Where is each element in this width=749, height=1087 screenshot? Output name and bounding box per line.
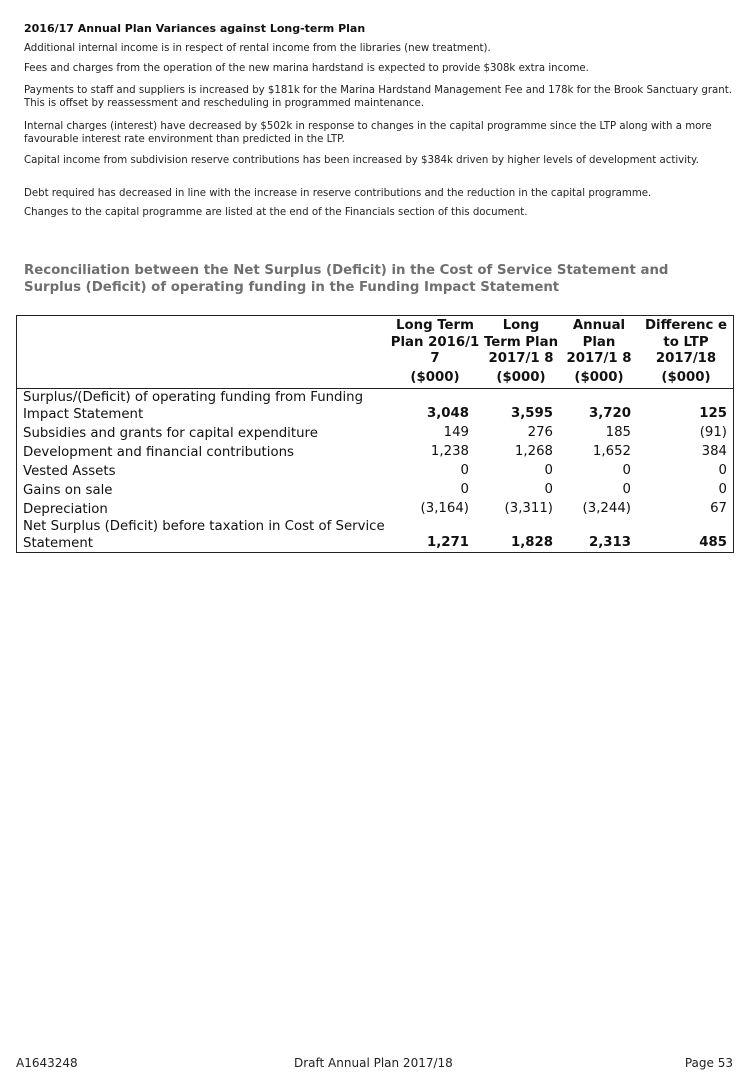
header-label-column (17, 316, 388, 389)
cell-value: 185 (605, 425, 631, 440)
row-label: Gains on sale (23, 483, 113, 498)
cell-value: 1,652 (592, 444, 631, 459)
table-row (17, 518, 734, 553)
table-header-row (17, 316, 734, 389)
cell-value: 0 (544, 463, 553, 478)
table-row (17, 480, 734, 499)
row-label: Development and financial contributions (23, 445, 294, 460)
cell-value: 0 (460, 482, 469, 497)
cell-value: (3,164) (420, 501, 469, 516)
header-ltp-2016-17: Long Term Plan 2016/1 7 ($000) (387, 316, 483, 389)
table-row (17, 499, 734, 518)
variance-paragraph: Internal charges (interest) have decreased by $502k in response to changes in the capital programme since the LTP along with a more favourable interest rate environment than predicted in the LTP. (24, 121, 712, 145)
variance-paragraph: Debt required has decreased in line with the increase in reserve contributions and the reduction in the capital programme. (24, 188, 652, 199)
cell-value: 125 (699, 406, 727, 421)
cell-value: 0 (622, 482, 631, 497)
cell-value: 0 (718, 463, 727, 478)
table-row (17, 423, 734, 442)
row-label: Surplus/(Deficit) of operating funding from Funding Impact Statement (23, 390, 364, 422)
cell-value: 1,238 (430, 444, 469, 459)
cell-value: 384 (701, 444, 727, 459)
table-row (17, 389, 734, 424)
variance-paragraph: Payments to staff and suppliers is increased by $181k for the Marina Hardstand Management Fee and 178k for the Brook Sanctuary grant. This is offset by reassessment and rescheduling in programmed maintenance. (24, 85, 732, 109)
table-row (17, 461, 734, 480)
cell-value: 0 (544, 482, 553, 497)
cell-value: (91) (699, 425, 727, 440)
cell-value: 485 (699, 535, 727, 550)
cell-value: 67 (710, 501, 727, 516)
variance-paragraph: Fees and charges from the operation of the new marina hardstand is expected to provide $308k extra income. (24, 63, 589, 74)
reconciliation-title: Reconciliation between the Net Surplus (Deficit) in the Cost of Service Statement and Surplus (Deficit) of operating funding in the Funding Impact Statement (24, 263, 669, 295)
cell-value: (3,244) (582, 501, 631, 516)
cell-value: (3,311) (504, 501, 553, 516)
cell-value: 3,595 (510, 406, 553, 421)
row-label: Vested Assets (23, 464, 116, 479)
cell-value: 3,720 (588, 406, 631, 421)
variance-paragraph: Additional internal income is in respect of rental income from the libraries (new treatment). (24, 43, 491, 54)
header-ltp-2017-18: Long Term Plan 2017/1 8 ($000) (483, 316, 559, 389)
footer-doc-title: Draft Annual Plan 2017/18 (294, 1056, 453, 1070)
footer-page-number: Page 53 (684, 1056, 733, 1070)
footer-doc-id: A1643248 (16, 1056, 78, 1070)
header-annual-plan-2017-18: Annual Plan 2017/1 8 ($000) (559, 316, 639, 389)
cell-value: 0 (622, 463, 631, 478)
cell-value: 276 (527, 425, 553, 440)
variance-paragraph: Capital income from subdivision reserve contributions has been increased by $384k driven by higher levels of development activity. (24, 155, 699, 166)
cell-value: 1,828 (510, 535, 553, 550)
cell-value: 0 (460, 463, 469, 478)
row-label: Net Surplus (Deficit) before taxation in Cost of Service Statement (23, 519, 385, 551)
variances-heading: 2016/17 Annual Plan Variances against Long-term Plan (24, 22, 366, 35)
cell-value: 149 (443, 425, 469, 440)
variance-paragraph: Changes to the capital programme are listed at the end of the Financials section of this document. (24, 207, 528, 218)
table-row (17, 442, 734, 461)
reconciliation-table (16, 315, 734, 553)
header-difference-to-ltp: Differenc e to LTP 2017/18 ($000) (639, 316, 734, 389)
row-label: Subsidies and grants for capital expenditure (23, 426, 318, 441)
cell-value: 3,048 (426, 406, 469, 421)
cell-value: 0 (718, 482, 727, 497)
cell-value: 2,313 (588, 535, 631, 550)
row-label: Depreciation (23, 502, 108, 517)
cell-value: 1,271 (426, 535, 469, 550)
cell-value: 1,268 (514, 444, 553, 459)
